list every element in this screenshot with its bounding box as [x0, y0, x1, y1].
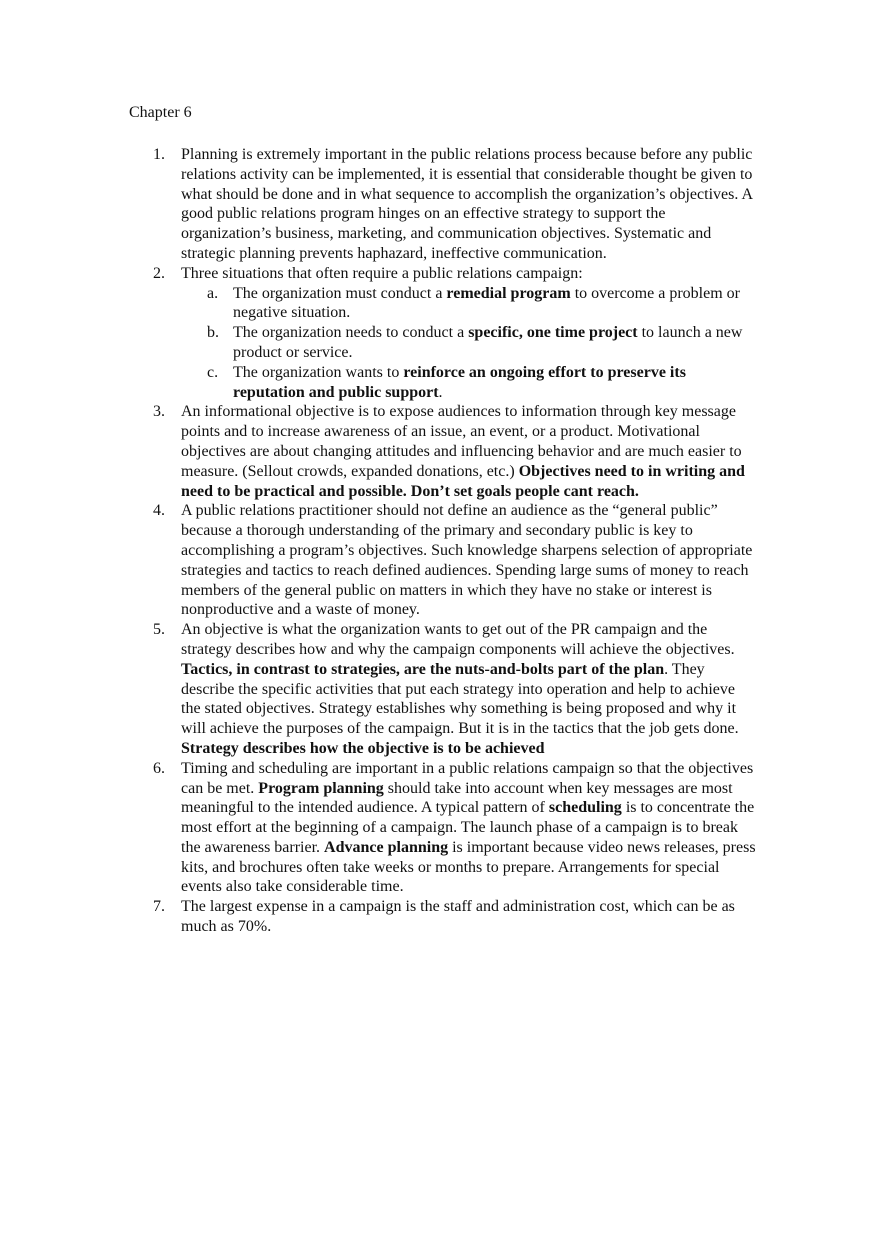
list-item-text	[181, 620, 756, 759]
list-item-text	[181, 501, 756, 620]
list-item	[153, 897, 756, 937]
bold-text-segment: Objectives need to in writing and need to be practical and possible. Don’t set goals people cant reach.	[181, 462, 745, 500]
bold-text-segment: Advance planning	[324, 838, 449, 856]
text-segment: The organization wants to	[233, 363, 404, 381]
list-item	[153, 264, 756, 403]
text-segment: should take into account when key messages are most meaningful to the intended audience. A typical pattern of	[181, 779, 733, 817]
bold-text-segment: specific, one time project	[468, 324, 638, 342]
bold-text-segment: Strategy describes how the objective is to be achieved	[181, 739, 545, 757]
list-item-number: 2.	[153, 264, 165, 282]
list-item-number: 5.	[153, 621, 165, 639]
list-item-text	[181, 897, 756, 937]
text-segment: is important because video news releases, press kits, and brochures often take weeks or months to prepare. Arrangements for special events also take considerable time.	[181, 838, 756, 896]
sub-list-item-letter: a.	[207, 284, 219, 302]
sub-list-item	[207, 323, 756, 363]
chapter-title: Chapter 6	[129, 104, 192, 121]
list-item-text	[181, 402, 756, 501]
list-item-number: 1.	[153, 146, 165, 163]
text-segment: The largest expense in a campaign is the staff and administration cost, which can be as much as 70%.	[181, 898, 735, 936]
bold-text-segment: reinforce an ongoing effort to preserve its reputation and public support	[233, 363, 686, 401]
text-segment: The organization must conduct a	[233, 284, 447, 302]
list-item	[153, 620, 756, 759]
list-item	[153, 501, 756, 620]
text-segment: to launch a new product or service.	[233, 324, 743, 361]
list-item-number: 3.	[153, 403, 165, 421]
sub-list-item	[207, 363, 756, 403]
sub-list-item-letter: b.	[207, 324, 219, 342]
text-segment: A public relations practitioner should not define an audience as the “general public” because a thorough understanding of the primary and secondary public is key to accomplishing a program’s objectives. Such knowledge sharpens selection of appropriate strategies and tactics to reach defined audiences. Spending large sums of money to reach members of the general public on matters in which they have no stake or interest is nonproductive and a waste of money.	[181, 502, 753, 619]
text-segment: Timing and scheduling are important in a public relations campaign so that the objectives can be met.	[181, 759, 754, 797]
list-item-text	[181, 145, 756, 264]
list-item	[153, 145, 756, 264]
numbered-list	[153, 145, 756, 937]
bold-text-segment: scheduling	[548, 799, 622, 817]
sub-list-item-text	[233, 323, 756, 363]
sub-list-item-text	[233, 363, 756, 403]
list-item-text	[181, 759, 756, 898]
text-segment: An informational objective is to expose audiences to information through key message points and to increase awareness of an issue, an event, or a product. Motivational objectives are about changing attitudes and influencing behavior and are much easier to measure. (Sellout crowds, expanded donations, etc.)	[181, 403, 742, 480]
text-segment: Three situations that often require a public relations campaign:	[181, 264, 583, 282]
text-segment: Planning is extremely important in the public relations process because before any public relations activity can be implemented, it is essential that considerable thought be given to what should be done and in what sequence to accomplish the organization’s objectives. A good public relations program hinges on an effective strategy to support the organization’s business, marketing, and communication objectives. Systematic and strategic planning prevents haphazard, ineffective communication.	[181, 146, 753, 262]
bold-text-segment: Tactics, in contrast to strategies, are the nuts-and-bolts part of the plan	[181, 660, 665, 678]
list-item	[153, 759, 756, 898]
sub-list-item-letter: c.	[207, 363, 219, 381]
text-segment: An objective is what the organization wants to get out of the PR campaign and the strategy describes how and why the campaign components will achieve the objectives.	[181, 621, 735, 658]
sub-list-item-text	[233, 284, 756, 324]
text-segment: .	[438, 383, 443, 401]
list-item	[153, 402, 756, 501]
list-item-number: 7.	[153, 898, 165, 916]
text-segment: is to concentrate the most effort at the beginning of a campaign. The launch phase of a campaign is to break the awareness barrier.	[181, 799, 755, 856]
bold-text-segment: remedial program	[446, 284, 571, 302]
text-segment: The organization needs to conduct a	[233, 324, 469, 342]
sub-list-item	[207, 284, 756, 324]
list-item-number: 6.	[153, 759, 165, 777]
list-item-text	[181, 264, 756, 284]
bold-text-segment: Program planning	[258, 779, 384, 797]
text-segment: to overcome a problem or negative situation.	[233, 284, 740, 322]
list-item-number: 4.	[153, 502, 165, 520]
text-segment: . They describe the specific activities that put each strategy into operation and help to achieve the stated objectives. Strategy establishes why something is being proposed and why it will achieve the purposes of the campaign. But it is in the tactics that the job gets done.	[181, 660, 739, 738]
